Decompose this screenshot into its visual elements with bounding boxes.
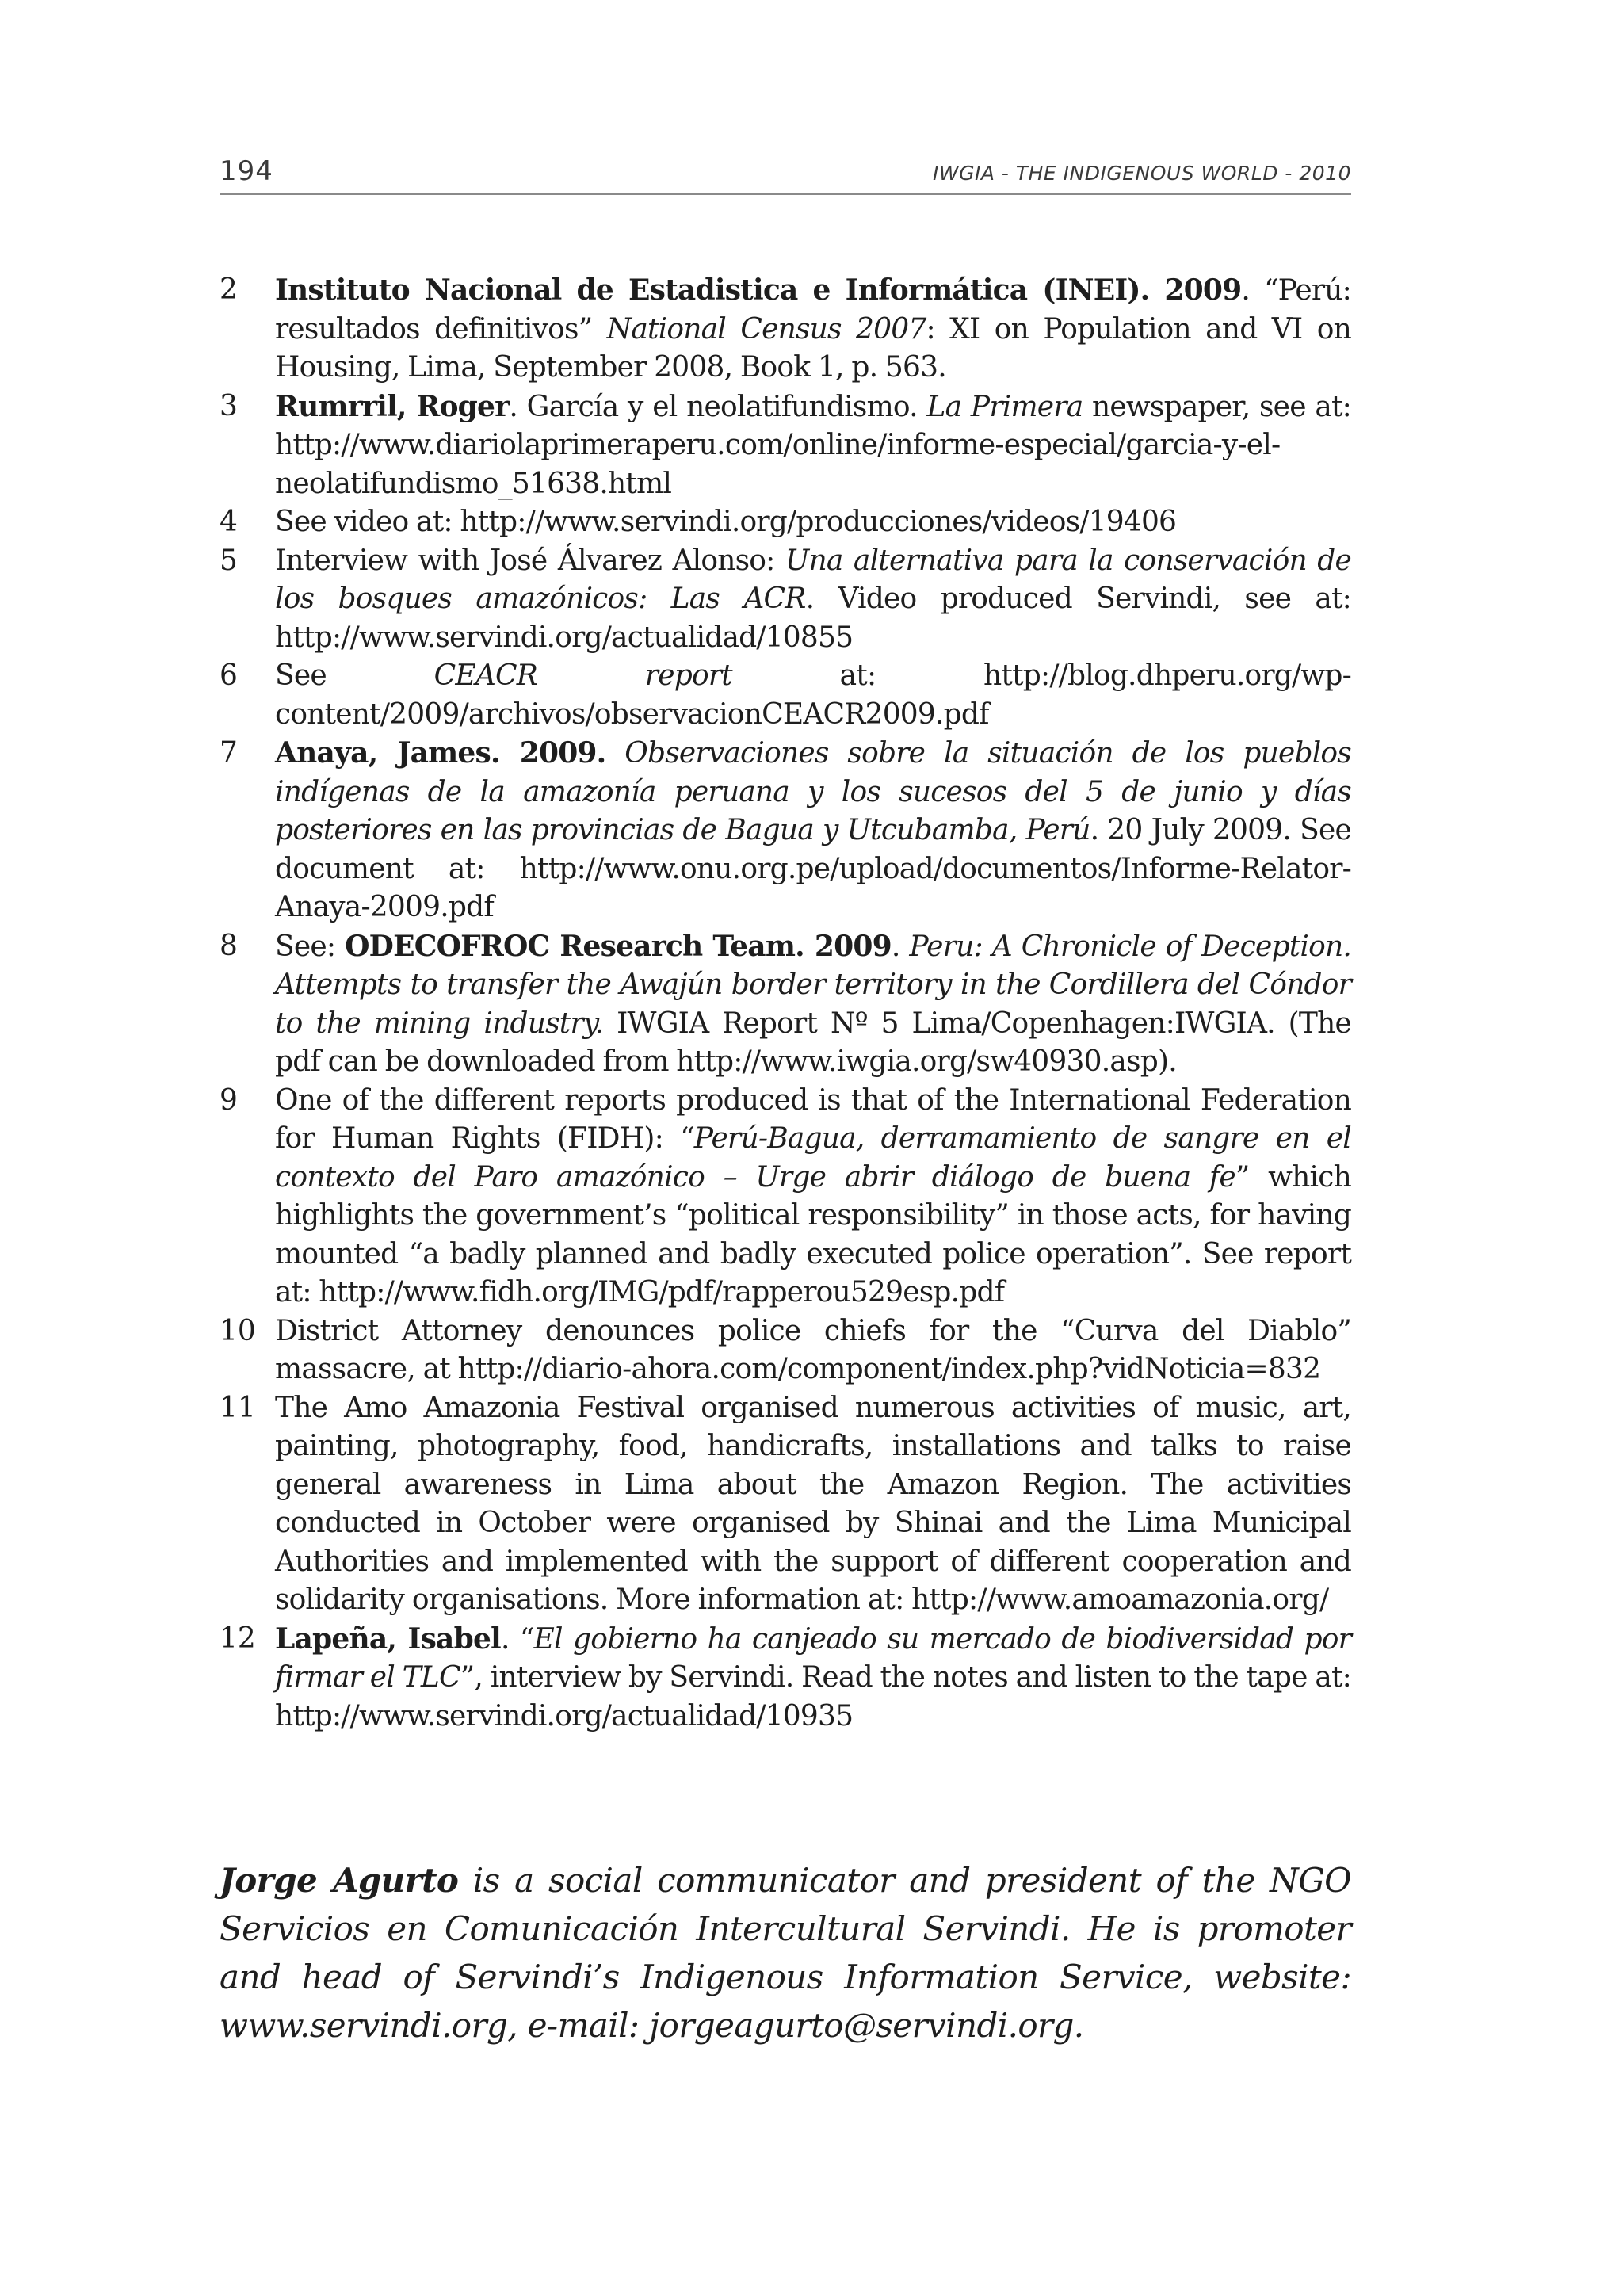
endnote-text — [275, 271, 1351, 388]
endnote-text-run: See — [275, 659, 434, 692]
author-bio — [220, 1856, 1351, 2050]
endnote-text-run: One of the different reports produced is that of the International Federation for Human Rights (FIDH): “ — [275, 1083, 1351, 1155]
endnote-number: 12 — [220, 1622, 256, 1655]
endnote-number: 6 — [220, 659, 238, 692]
endnote-bold-text: Anaya, James. 2009. — [275, 736, 606, 770]
endnotes-list — [220, 271, 1351, 1736]
endnote-text-run: The Amo Amazonia Festival organised numerous activities of music, art, painting, photography, food, handicrafts, installations and talks to raise general awareness in Lima about the Amazon Region. The activities conducted in October were organised by Shinai and the Lima Municipal Authorities and implemented with the support of different cooperation and solidarity organisations. More information at: http://www.amoamazonia.org/ — [275, 1391, 1351, 1616]
endnote-number: 11 — [220, 1391, 256, 1424]
endnote-number: 4 — [220, 506, 238, 538]
endnote-italic-text: CEACR report — [433, 659, 732, 692]
endnote-italic-text: Peru: A Chronicle of Deception. Attempts to transfer the Awajún border territory in the Cordillera del Cóndor to the mining industry. — [275, 930, 1351, 1040]
endnote-text-run: Interview with José Álvarez Alonso: — [275, 544, 785, 577]
endnote-italic-text: El gobierno ha canjeado su mercado de biodiversidad por firmar el TLC — [275, 1622, 1351, 1694]
endnote-text-run: See: — [275, 930, 346, 963]
endnote-text-run: . — [891, 930, 910, 963]
running-head: IWGIA - THE INDIGENOUS WORLD - 2010 — [932, 162, 1351, 185]
endnote — [220, 927, 1351, 1082]
author-bio-text: is a social communicator and president of the NGO Servicios en Comunicación Intercultural Servindi. He is promoter and head of Servindi’s Indigenous Information Service, website: www.servindi.org, e-mail: jorgeagurto@servindi.org. — [220, 1861, 1351, 2045]
endnote-text-run: IWGIA Report Nº 5 Lima/Copenhagen:IWGIA. (The pdf can be downloaded from http://www.iwgia.org/sw40930.asp). — [275, 1007, 1351, 1078]
endnote-text — [275, 1620, 1351, 1736]
endnote-text — [275, 927, 1351, 1082]
endnote-text-run — [605, 737, 624, 770]
endnote-bold-text: ODECOFROC Research Team. 2009 — [345, 929, 892, 963]
endnote-text — [275, 1312, 1351, 1389]
endnote-bold-text: Rumrril, Roger — [275, 389, 510, 423]
endnote-italic-text: Perú-Bagua, derramamiento de sangre en el contexto del Paro amazónico – Urge abrir diálogo de buena fe — [275, 1122, 1351, 1194]
endnote-number: 10 — [220, 1314, 256, 1347]
endnote-text-run: . García y el neolatifundismo. — [509, 390, 927, 423]
endnote-text-run: District Attorney denounces police chiefs for the “Curva del Diablo” massacre, at http://diario-ahora.com/component/index.php?vidNoticia=832 — [275, 1314, 1351, 1385]
endnote-number: 2 — [220, 273, 238, 306]
endnote-text — [275, 1082, 1351, 1312]
endnote-text — [275, 734, 1351, 927]
endnote-text — [275, 503, 1351, 542]
endnote-text-run: : XI on Population and VI on Housing, Lima, September 2008, Book 1, p. 563. — [275, 312, 1351, 384]
endnote — [220, 271, 1351, 388]
endnote — [220, 1312, 1351, 1389]
endnote-text-run: . Video produced Servindi, see at: http://www.servindi.org/actualidad/10855 — [275, 583, 1351, 654]
endnote — [220, 1082, 1351, 1312]
endnote-italic-text: National Census 2007 — [606, 312, 926, 346]
endnote-number: 5 — [220, 544, 238, 577]
endnote-text-run: See video at: http://www.servindi.org/producciones/videos/19406 — [275, 506, 1177, 538]
endnote-text-run: . “Perú: resultados definitivos” — [275, 274, 1352, 346]
endnote-text-run: . “ — [500, 1622, 534, 1656]
endnote — [220, 388, 1351, 504]
endnote — [220, 1620, 1351, 1736]
endnote — [220, 734, 1351, 927]
endnote-italic-text: La Primera — [926, 390, 1083, 423]
page-number: 194 — [220, 155, 273, 187]
endnote-number: 3 — [220, 389, 238, 422]
endnote-text — [275, 388, 1351, 504]
endnote — [220, 503, 1351, 542]
endnote-text — [275, 1389, 1351, 1620]
endnote-italic-text: Una alternativa para la conservación de los bosques amazónicos: Las ACR — [275, 544, 1351, 615]
endnote-text — [275, 542, 1351, 658]
author-name: Jorge Agurto — [220, 1861, 459, 1900]
endnote-bold-text: Lapeña, Isabel — [275, 1622, 501, 1656]
endnote — [220, 657, 1351, 734]
page-header — [220, 155, 1351, 195]
endnote — [220, 542, 1351, 658]
endnote-number: 8 — [220, 929, 238, 962]
endnote-text-run: ” which highlights the government’s “political responsibility” in those acts, for having mounted “a badly planned and badly executed police operation”. See report at: http://www.fidh.org/IMG/pdf/rapperou529esp.pdf — [275, 1160, 1352, 1308]
endnote-text-run: . 20 July 2009. See document at: http://www.onu.org.pe/upload/documentos/Informe-Relator-Anaya-2009.pdf — [275, 814, 1351, 923]
endnote-number: 9 — [220, 1083, 238, 1117]
endnote-text — [275, 657, 1351, 734]
endnote-text-run: ”, interview by Servindi. Read the notes and listen to the tape at: http://www.servindi.org/actualidad/10935 — [275, 1661, 1351, 1733]
endnote-text-run: newspaper, see at: http://www.diariolaprimeraperu.com/online/informe-especial/garcia-y-el-neolatifundismo_51638.html — [275, 390, 1352, 500]
endnote-number: 7 — [220, 736, 238, 769]
endnote-bold-text: Instituto Nacional de Estadistica e Informática (INEI). 2009 — [275, 273, 1242, 307]
endnote-italic-text: Observaciones sobre la situación de los pueblos indígenas de la amazonía peruana y los sucesos del 5 de junio y días posteriores en las provincias de Bagua y Utcubamba, Perú — [275, 737, 1351, 846]
endnote — [220, 1389, 1351, 1620]
endnote-text-run: at: http://blog.dhperu.org/wp-content/2009/archivos/observacionCEACR2009.pdf — [275, 659, 1352, 731]
